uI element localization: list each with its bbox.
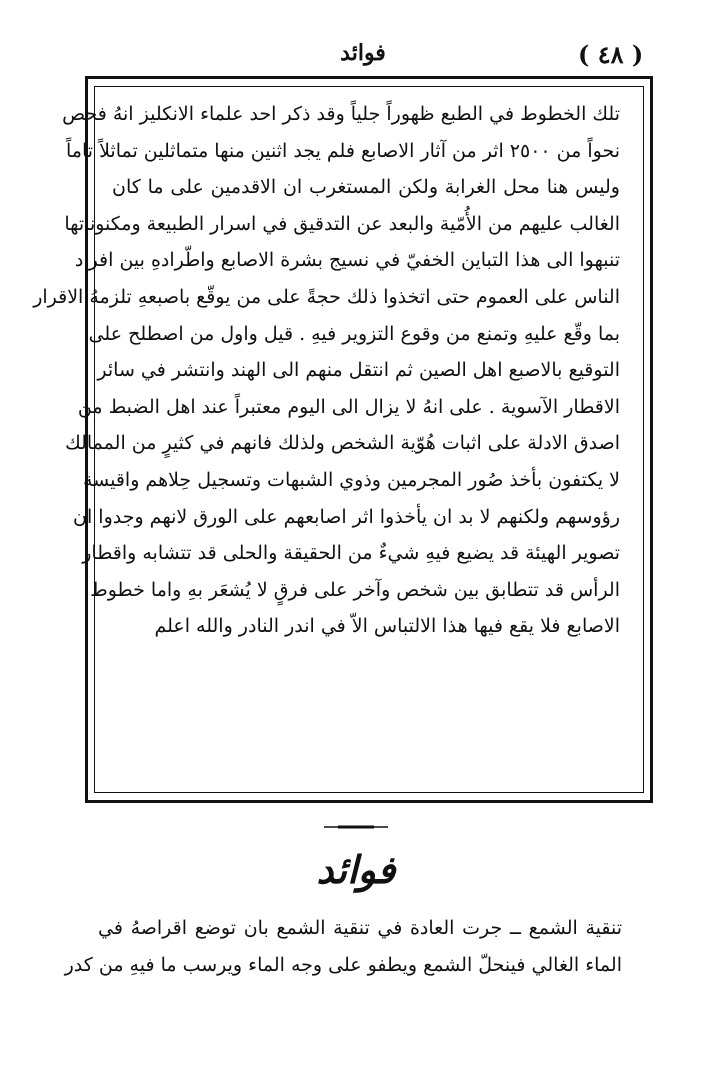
body-line: تلك الخطوط في الطبع ظهوراً جلياً وقد ذكر احد علماء الانكليز انهُ فحص — [62, 103, 620, 125]
body-line: تنبهوا الى هذا التباين الخفيّ في نسيج بشرة الاصابع واطّرادهِ بين افراد — [74, 249, 620, 272]
body-line: الاقطار الآسوية . على انهُ لا يزال الى اليوم معتبراً عند اهل الضبط من — [77, 395, 620, 418]
body-line: الناس على العموم حتى اتخذوا ذلك حجةً على من يوقّع باصبعهِ تلزمهُ الاقرار — [33, 285, 620, 308]
body-line: التوقيع بالاصبع اهل الصين ثم انتقل منهم الى الهند وانتشر في سائر — [97, 359, 620, 382]
page-number: ( ٤٨ ) — [578, 40, 644, 69]
running-title: فوائد — [340, 40, 386, 66]
section-text — [64, 910, 622, 984]
divider-ornament — [322, 823, 390, 831]
body-line: وليس هنا محل الغرابة ولكن المستغرب ان الاقدمين على ما كان — [112, 176, 620, 199]
section-heading: فوائد — [316, 847, 396, 892]
body-line: لا يكتفون بأخذ صُور المجرمين وذوي الشبهات وتسجيل حِلاهم واقيسة — [82, 468, 620, 491]
body-line: الرأس قد تتطابق بين شخص وآخر على فرقٍ لا يُشعَر بهِ واما خطوط — [90, 578, 620, 601]
body-line: نحواً من ٢٥٠٠ اثر من آثار الاصابع فلم يجد اثنين منها متماثلين تماثلاً تاماً — [66, 139, 620, 162]
body-line: رؤوسهم ولكنهم لا بد ان يأخذوا اثر اصابعهم على الورق لانهم وجدوا ان — [73, 505, 620, 528]
body-line: اصدق الادلة على اثبات هُوّية الشخص ولذلك فانهم في كثيرٍ من الممالك — [65, 432, 620, 455]
section-line: تنقية الشمع ــ جرت العادة في تنقية الشمع بان توضع اقراصهُ في — [98, 917, 622, 939]
section-line: الماء الغالي فينحلّ الشمع ويطفو على وجه الماء ويرسب ما فيهِ من كدر — [64, 954, 622, 976]
body-line: الغالب عليهم من الأُمّية والبعد عن التدقيق في اسرار الطبيعة ومكنوناتها — [64, 212, 620, 235]
body-text — [33, 96, 620, 645]
body-line: تصوير الهيئة قد يضيع فيهِ شيءٌ من الحقيقة والحلى قد تتشابه واقطار — [82, 542, 620, 565]
body-line: الاصابع فلا يقع فيها هذا الالتباس الاّ في اندر النادر والله اعلم — [154, 615, 620, 638]
body-line: بما وقّع عليهِ وتمنع من وقوع التزوير فيهِ . قيل واول من اصطلح على — [88, 322, 620, 345]
